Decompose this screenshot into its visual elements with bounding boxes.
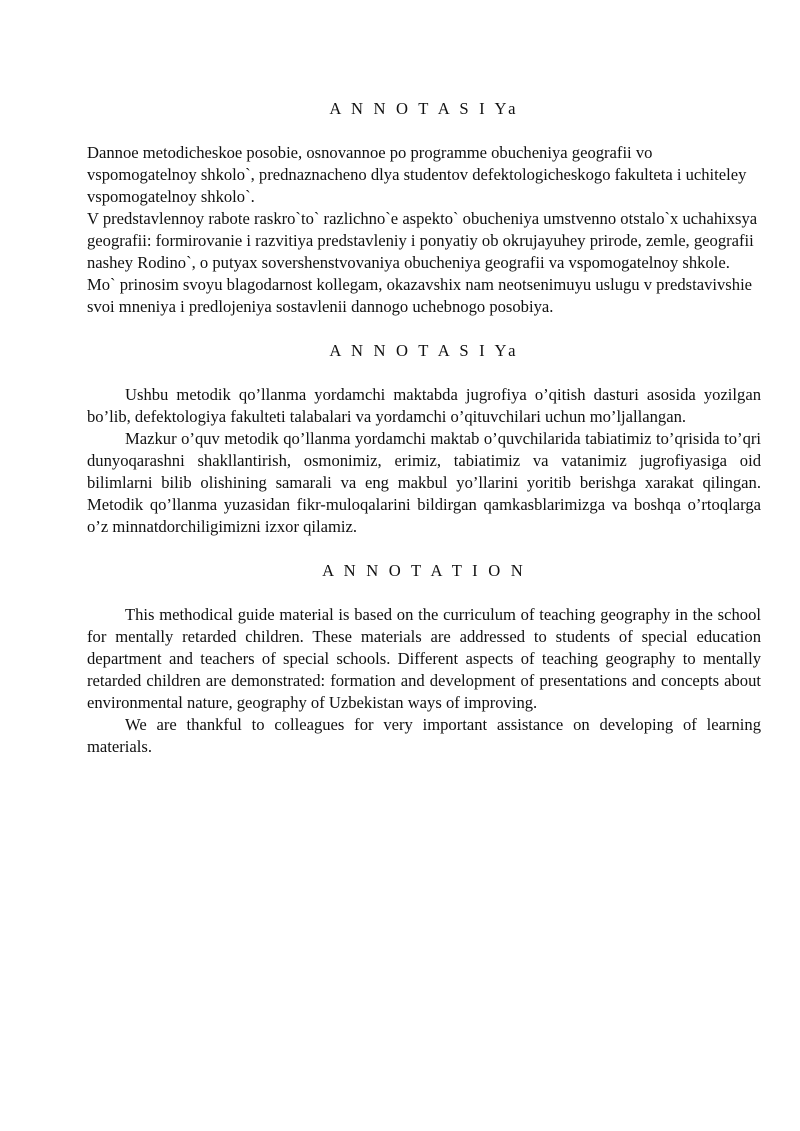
annotation-heading-uz: A N N O T A S I Ya — [329, 341, 519, 360]
paragraph-ru-3: Mo` prinosim svoyu blagodarnost kollegam, okazavshix nam neotsenimuyu uslugu v predstavivshie svoi mneniya i predlojeniya sostavlenii dannogo uchebnogo posobiya. — [87, 275, 753, 316]
paragraph-ru-1: Dannoe metodicheskoe posobie, osnovannoe po programme obucheniya geografii vo vspomogatelnoy shkolo`, prednaznacheno dlya studentov defektologicheskogo fakulteta i uchiteley vspomogatelnoy shkolo`. — [87, 143, 747, 206]
paragraph-en-2: We are thankful to colleagues for very important assistance on developing of learning materials. — [87, 715, 761, 756]
paragraph-en-1: This methodical guide material is based on the curriculum of teaching geography in the school for mentally retarded children. These materials are addressed to students of special education department and teachers of special schools. Different aspects of teaching geography to mentally retarded children are demonstrated: formation and development of presentations and concepts about environmental nature, geography of Uzbekistan ways of improving. — [87, 605, 761, 712]
annotation-heading-en: A N N O T A T I O N — [322, 561, 526, 580]
annotation-body-en — [87, 604, 761, 758]
paragraph-ru-2: V predstavlennoy rabote raskro`to` razlichno`e aspekto` obucheniya umstvenno otstalo`x uchahixsya geografii: formirovanie i razvitiya predstavleniy i ponyatiy ob okrujayuhey prirode, zemle, geografii nashey Rodino`, o putyax sovershenstvovaniya obucheniya geografii va vspomogatelnoy shkole. — [87, 209, 758, 272]
paragraph-uz-2: Mazkur o’quv metodik qo’llanma yordamchi maktab o’quvchilarida tabiatimiz to’qrisida to’qri dunyoqarashni shakllantirish, osmonimiz, erimiz, tabiatimiz va vatanimiz jugrofiyasiga oid bilimlarni bilib olishining samarali va eng makbul yo’llarini yoritib berishga xarakat qilingan. Metodik qo’llanma yuzasidan fikr-muloqalarini bildirgan qamkasblarimizga va boshqa o’rtoqlarga o’z minnatdorchiligimizni izxor qilamiz. — [87, 429, 761, 536]
annotation-heading-ru: A N N O T A S I Ya — [329, 99, 519, 118]
document-page — [87, 98, 761, 758]
paragraph-uz-1: Ushbu metodik qo’llanma yordamchi maktabda jugrofiya o’qitish dasturi asosida yozilgan bo’lib, defektologiya fakulteti talabalari va yordamchi o’qituvchilari uchun mo’ljallangan. — [87, 385, 761, 426]
annotation-body-ru — [87, 142, 761, 318]
annotation-body-uz — [87, 384, 761, 538]
